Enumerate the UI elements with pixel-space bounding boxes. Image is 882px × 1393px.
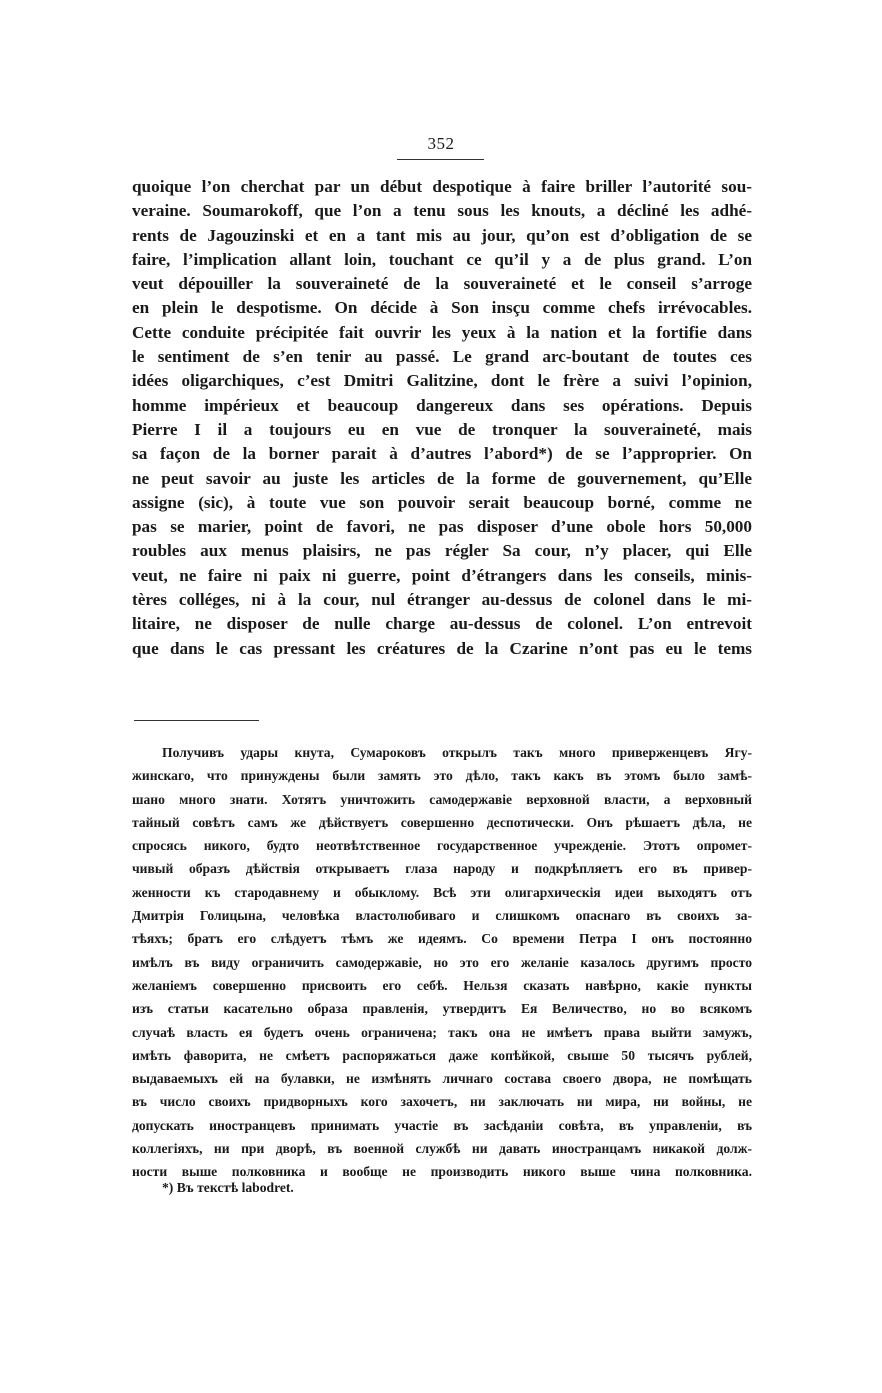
footnote-rule <box>134 720 259 721</box>
translation-line: спросясь никого, будто неотвѣтственное государственное учрежденіе. Этотъ опромет- <box>132 838 752 854</box>
translation-line: въ число своихъ придворныхъ кого захочетъ, ни заключать ни мира, ни войны, не <box>132 1094 752 1110</box>
translation-line: женности къ стародавнему и обыклому. Всѣ эти олигархическія идеи выходятъ отъ <box>132 884 752 900</box>
main-text-line: Cette conduite précipitée fait ouvrir les yeux à la nation et la fortifie dans <box>132 322 752 342</box>
main-text-line: ne peut savoir au juste les articles de la forme de gouvernement, qu’Elle <box>132 468 752 488</box>
translation-line: допускать иностранцевъ принимать участіе въ засѣданіи совѣта, въ управленіи, въ <box>132 1117 752 1133</box>
footnote-note: *) Въ текстѣ labodret. <box>162 1180 294 1195</box>
translation-line: чивый образъ дѣйствія открываетъ глаза народу и подкрѣпляетъ его въ привер- <box>132 861 752 877</box>
translation-block <box>132 741 752 1184</box>
translation-line: жинскаго, что принуждены были замять это дѣло, такъ какъ въ этомъ было замѣ- <box>132 768 752 784</box>
translation-line: желаніемъ совершенно присвоить его себѣ. Нельзя сказать навѣрно, какіе пункты <box>132 977 752 993</box>
translation-line: ности выше полковника и вообще не производить никого выше чина полковника. <box>132 1164 752 1180</box>
main-text-line: sa façon de la borner parait à d’autres l’abord*) de se l’approprier. On <box>132 444 752 464</box>
main-text-line: veut dépouiller la souveraineté de la souveraineté et le conseil s’arroge <box>132 274 752 294</box>
main-text-line: veraine. Soumarokoff, que l’on a tenu sous les knouts, a décliné les adhé- <box>132 201 752 221</box>
translation-line: имѣлъ въ виду ограничить самодержавіе, но это его желаніе казалось другимъ просто <box>132 954 752 970</box>
main-text-line: que dans le cas pressant les créatures de la Czarine n’ont pas eu le tems <box>132 638 752 658</box>
translation-line: изъ статьи касательно образа правленія, утвердитъ Ея Величество, но во всякомъ <box>132 1001 752 1017</box>
main-text-line: idées oligarchiques, c’est Dmitri Galitzine, dont le frère a suivi l’opinion, <box>132 371 752 391</box>
translation-line: выдаваемыхъ ей на булавки, не измѣнять личнаго состава своего двора, не помѣщать <box>132 1071 752 1087</box>
translation-line: Получивъ удары кнута, Сумароковъ открылъ такъ много приверженцевъ Ягу- <box>162 745 752 760</box>
main-text-block <box>132 175 752 661</box>
translation-line: тѣяхъ; братъ его слѣдуетъ тѣмъ же идеямъ. Со времени Петра I онъ постоянно <box>132 931 752 947</box>
main-text-line: le sentiment de s’en tenir au passé. Le grand arc-boutant de toutes ces <box>132 347 752 367</box>
translation-line: тайный совѣтъ самъ же дѣйствуетъ совершенно деспотически. Онъ рѣшаетъ дѣла, не <box>132 814 752 830</box>
page-number: 352 <box>427 134 455 153</box>
main-text-line: rents de Jagouzinski et en a tant mis au jour, qu’on est d’obligation de se <box>132 225 752 245</box>
translation-line: коллегіяхъ, ни при дворѣ, въ военной службѣ ни давать иностранцамъ никакой долж- <box>132 1141 752 1157</box>
translation-line: шано много знати. Хотятъ уничтожить самодержавіе верховной власти, а верховный <box>132 791 752 807</box>
translation-line: Дмитрія Голицына, человѣка властолюбиваго и слишкомъ опаснаго въ своихъ за- <box>132 908 752 924</box>
main-text-line: assigne (sic), à toute vue son pouvoir serait beaucoup borné, comme ne <box>132 492 752 512</box>
main-text-line: pas se marier, point de favori, ne pas disposer d’une obole hors 50,000 <box>132 517 752 537</box>
main-text-line: tères colléges, ni à la cour, nul étranger au-dessus de colonel dans le mi- <box>132 590 752 610</box>
main-text-line: quoique l’on cherchat par un début despotique à faire briller l’autorité sou- <box>132 177 752 196</box>
main-text-line: Pierre I il a toujours eu en vue de tronquer la souveraineté, mais <box>132 419 752 439</box>
translation-line: случаѣ власть ея будетъ очень ограничена; такъ она не имѣетъ права выйти замужъ, <box>132 1024 752 1040</box>
main-text-line: veut, ne faire ni paix ni guerre, point d’étrangers dans les conseils, minis- <box>132 565 752 585</box>
main-text-line: roubles aux menus plaisirs, ne pas régler Sa cour, n’y placer, qui Elle <box>132 541 752 561</box>
translation-line: имѣть фаворита, не смѣетъ распоряжаться даже копѣйкой, свыше 50 тысячъ рублей, <box>132 1047 752 1063</box>
main-text-line: litaire, ne disposer de nulle charge au-dessus de colonel. L’on entrevoit <box>132 614 752 634</box>
main-text-line: en plein le despotisme. On décide à Son insçu comme chefs irrévocables. <box>132 298 752 318</box>
main-text-line: faire, l’implication allant loin, touchant ce qu’il y a de plus grand. L’on <box>132 249 752 269</box>
main-text-line: homme impérieux et beaucoup dangereux dans ses opérations. Depuis <box>132 395 752 415</box>
header-rule <box>397 159 484 160</box>
